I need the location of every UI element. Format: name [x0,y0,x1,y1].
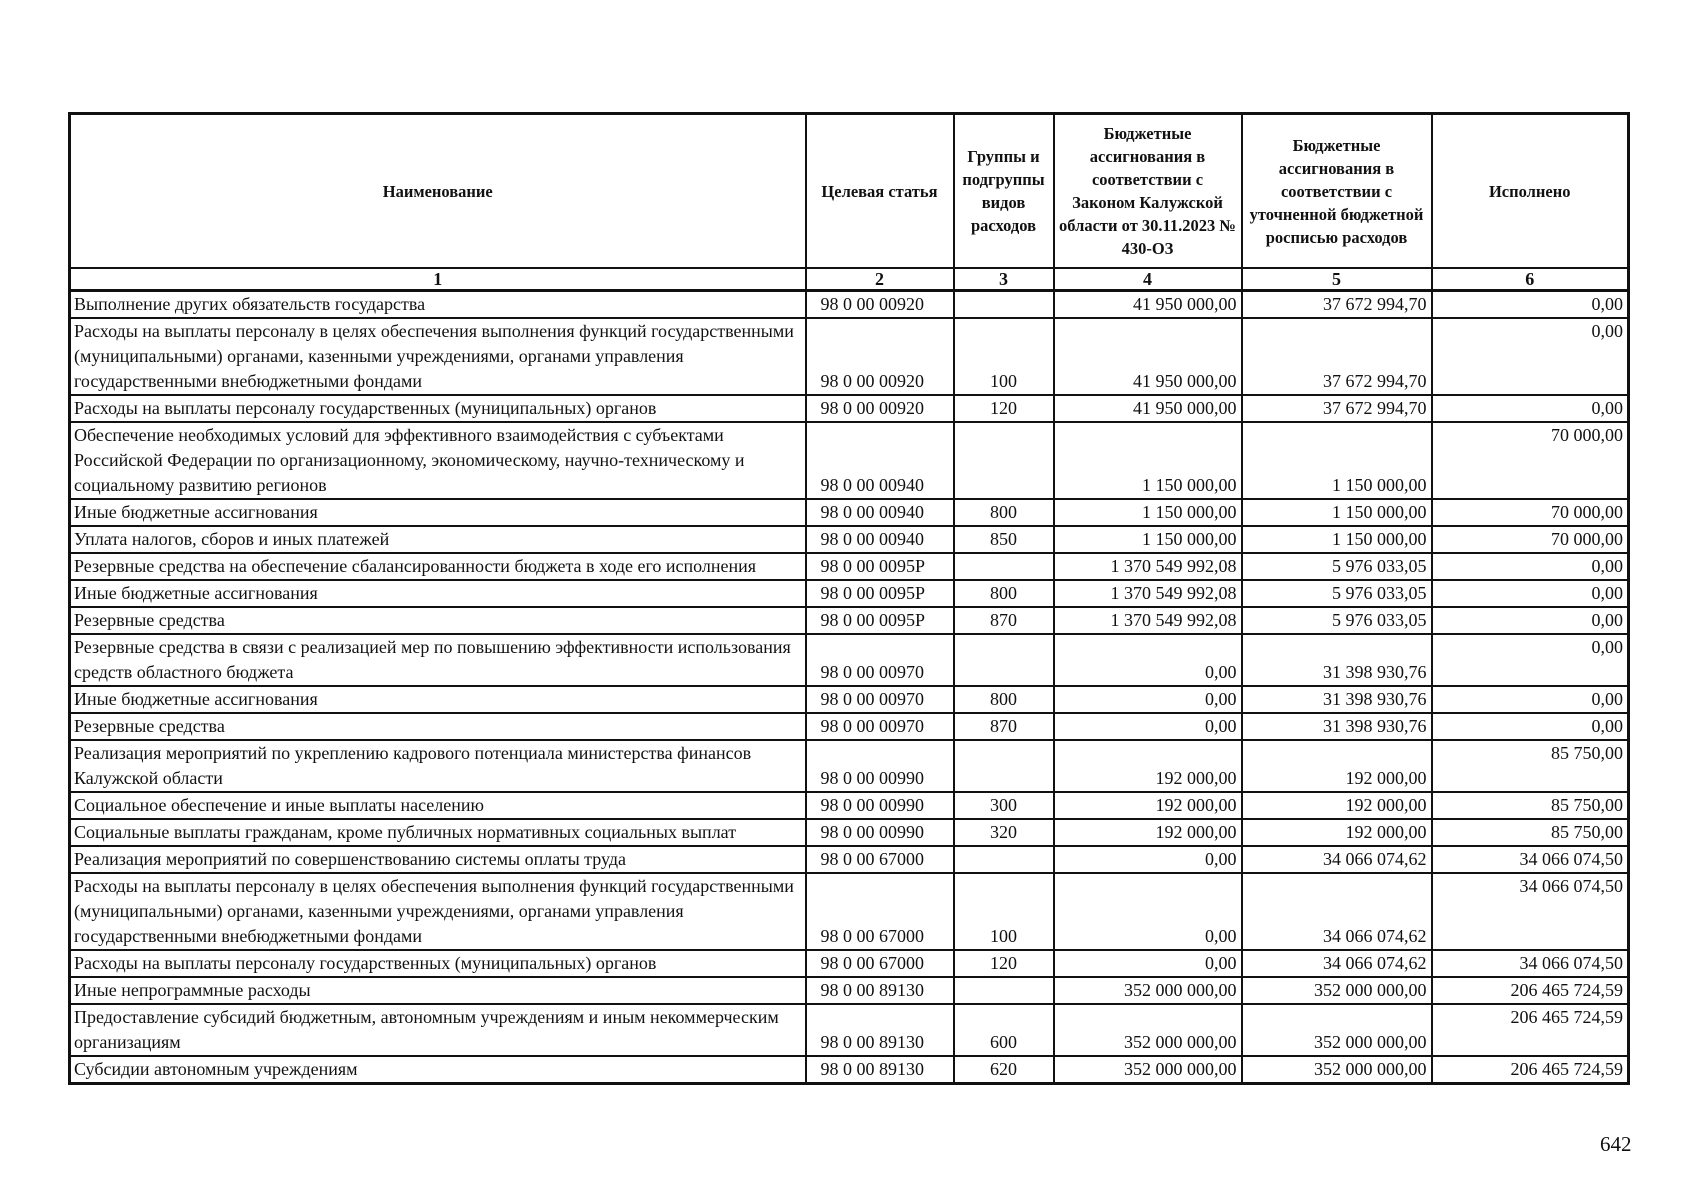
table-header-row [70,114,1629,269]
table-row [70,553,1629,580]
row-refined-allocation: 192 000,00 [1242,792,1432,819]
row-law-allocation: 1 370 549 992,08 [1054,580,1242,607]
row-name: Расходы на выплаты персоналу государственных (муниципальных) органов [70,950,806,977]
row-expense-group: 600 [954,1004,1054,1056]
row-refined-allocation: 37 672 994,70 [1242,395,1432,422]
row-refined-allocation: 192 000,00 [1242,819,1432,846]
row-refined-allocation: 5 976 033,05 [1242,580,1432,607]
row-law-allocation: 0,00 [1054,634,1242,686]
row-expense-group [954,634,1054,686]
row-expense-group: 870 [954,713,1054,740]
row-law-allocation: 0,00 [1054,873,1242,950]
row-name: Расходы на выплаты персоналу в целях обеспечения выполнения функций государственными (муниципальными) органами, казенными учреждениями, органами управления государственными внебюджетными фондами [70,873,806,950]
column-number: 4 [1054,268,1242,291]
row-executed: 0,00 [1432,318,1629,395]
table-row [70,422,1629,499]
row-expense-group: 620 [954,1056,1054,1084]
header-target-article: Целевая статья [806,114,954,269]
header-expense-groups: Группы и подгруппы видов расходов [954,114,1054,269]
row-executed: 85 750,00 [1432,819,1629,846]
row-refined-allocation: 1 150 000,00 [1242,422,1432,499]
document-page [68,112,1627,1085]
row-refined-allocation: 37 672 994,70 [1242,318,1432,395]
table-row [70,977,1629,1004]
row-expense-group: 120 [954,950,1054,977]
header-refined-allocations: Бюджетные ассигнования в соответствии с уточненной бюджетной росписью расходов [1242,114,1432,269]
row-executed: 206 465 724,59 [1432,1056,1629,1084]
row-target-article: 98 0 00 00970 [806,713,954,740]
row-executed: 85 750,00 [1432,740,1629,792]
table-row [70,713,1629,740]
row-executed: 0,00 [1432,686,1629,713]
row-law-allocation: 192 000,00 [1054,792,1242,819]
row-refined-allocation: 5 976 033,05 [1242,607,1432,634]
row-executed: 0,00 [1432,607,1629,634]
row-target-article: 98 0 00 67000 [806,950,954,977]
row-target-article: 98 0 00 67000 [806,873,954,950]
table-row [70,499,1629,526]
row-expense-group: 850 [954,526,1054,553]
table-row [70,291,1629,319]
row-refined-allocation: 34 066 074,62 [1242,846,1432,873]
row-target-article: 98 0 00 89130 [806,1056,954,1084]
row-expense-group: 800 [954,686,1054,713]
column-number: 3 [954,268,1054,291]
row-refined-allocation: 37 672 994,70 [1242,291,1432,319]
row-expense-group: 870 [954,607,1054,634]
row-name: Иные бюджетные ассигнования [70,499,806,526]
row-target-article: 98 0 00 00940 [806,526,954,553]
table-row [70,740,1629,792]
column-number: 1 [70,268,806,291]
row-name: Иные бюджетные ассигнования [70,580,806,607]
row-executed: 70 000,00 [1432,499,1629,526]
row-target-article: 98 0 00 00940 [806,422,954,499]
page-number: 642 [1600,1132,1632,1156]
row-refined-allocation: 352 000 000,00 [1242,1056,1432,1084]
row-executed: 0,00 [1432,291,1629,319]
row-name: Реализация мероприятий по укреплению кадрового потенциала министерства финансов Калужской области [70,740,806,792]
row-law-allocation: 1 370 549 992,08 [1054,607,1242,634]
row-executed: 34 066 074,50 [1432,873,1629,950]
row-target-article: 98 0 00 89130 [806,1004,954,1056]
table-row [70,580,1629,607]
table-row [70,686,1629,713]
table-row [70,395,1629,422]
row-refined-allocation: 31 398 930,76 [1242,634,1432,686]
table-row [70,846,1629,873]
row-name: Резервные средства на обеспечение сбалансированности бюджета в ходе его исполнения [70,553,806,580]
row-refined-allocation: 352 000 000,00 [1242,1004,1432,1056]
row-law-allocation: 1 150 000,00 [1054,526,1242,553]
row-executed: 0,00 [1432,395,1629,422]
row-name: Резервные средства [70,607,806,634]
row-refined-allocation: 31 398 930,76 [1242,686,1432,713]
row-target-article: 98 0 00 00920 [806,318,954,395]
row-target-article: 98 0 00 00990 [806,792,954,819]
row-expense-group [954,846,1054,873]
row-executed: 70 000,00 [1432,526,1629,553]
row-name: Предоставление субсидий бюджетным, автономным учреждениям и иным некоммерческим организациям [70,1004,806,1056]
row-name: Расходы на выплаты персоналу в целях обеспечения выполнения функций государственными (муниципальными) органами, казенными учреждениями, органами управления государственными внебюджетными фондами [70,318,806,395]
header-law-allocations: Бюджетные ассигнования в соответствии с Законом Калужской области от 30.11.2023 № 430-ОЗ [1054,114,1242,269]
row-law-allocation: 0,00 [1054,846,1242,873]
column-number: 2 [806,268,954,291]
row-refined-allocation: 1 150 000,00 [1242,499,1432,526]
column-number-row [70,268,1629,291]
table-row [70,819,1629,846]
row-law-allocation: 352 000 000,00 [1054,1056,1242,1084]
row-refined-allocation: 31 398 930,76 [1242,713,1432,740]
row-target-article: 98 0 00 0095Р [806,553,954,580]
row-target-article: 98 0 00 00970 [806,634,954,686]
row-law-allocation: 0,00 [1054,686,1242,713]
row-name: Выполнение других обязательств государства [70,291,806,319]
row-expense-group: 800 [954,499,1054,526]
row-law-allocation: 0,00 [1054,713,1242,740]
table-row [70,1056,1629,1084]
row-refined-allocation: 34 066 074,62 [1242,873,1432,950]
header-name: Наименование [70,114,806,269]
table-row [70,950,1629,977]
row-target-article: 98 0 00 00990 [806,740,954,792]
table-body [70,291,1629,1084]
row-name: Иные непрограммные расходы [70,977,806,1004]
row-executed: 34 066 074,50 [1432,950,1629,977]
row-law-allocation: 0,00 [1054,950,1242,977]
row-law-allocation: 1 150 000,00 [1054,499,1242,526]
column-number: 6 [1432,268,1629,291]
row-law-allocation: 192 000,00 [1054,819,1242,846]
row-name: Иные бюджетные ассигнования [70,686,806,713]
table-row [70,873,1629,950]
header-executed: Исполнено [1432,114,1629,269]
row-name: Субсидии автономным учреждениям [70,1056,806,1084]
row-target-article: 98 0 00 00920 [806,291,954,319]
row-expense-group [954,977,1054,1004]
row-refined-allocation: 192 000,00 [1242,740,1432,792]
row-name: Резервные средства [70,713,806,740]
table-row [70,792,1629,819]
row-target-article: 98 0 00 00940 [806,499,954,526]
table-row [70,607,1629,634]
row-refined-allocation: 5 976 033,05 [1242,553,1432,580]
row-law-allocation: 352 000 000,00 [1054,977,1242,1004]
table-row [70,318,1629,395]
row-executed: 206 465 724,59 [1432,1004,1629,1056]
column-number: 5 [1242,268,1432,291]
table-row [70,526,1629,553]
row-expense-group: 800 [954,580,1054,607]
row-expense-group [954,291,1054,319]
row-expense-group [954,422,1054,499]
row-name: Обеспечение необходимых условий для эффективного взаимодействия с субъектами Российской Федерации по организационному, экономическому, научно-техническому и социальному развитию регионов [70,422,806,499]
row-target-article: 98 0 00 0095Р [806,580,954,607]
row-expense-group: 100 [954,873,1054,950]
row-name: Социальное обеспечение и иные выплаты населению [70,792,806,819]
row-expense-group [954,553,1054,580]
row-law-allocation: 1 370 549 992,08 [1054,553,1242,580]
row-refined-allocation: 1 150 000,00 [1242,526,1432,553]
row-expense-group [954,740,1054,792]
row-executed: 85 750,00 [1432,792,1629,819]
row-name: Социальные выплаты гражданам, кроме публичных нормативных социальных выплат [70,819,806,846]
row-name: Уплата налогов, сборов и иных платежей [70,526,806,553]
row-executed: 0,00 [1432,580,1629,607]
row-target-article: 98 0 00 67000 [806,846,954,873]
row-name: Расходы на выплаты персоналу государственных (муниципальных) органов [70,395,806,422]
row-law-allocation: 1 150 000,00 [1054,422,1242,499]
row-expense-group: 120 [954,395,1054,422]
row-executed: 206 465 724,59 [1432,977,1629,1004]
row-target-article: 98 0 00 0095Р [806,607,954,634]
row-executed: 70 000,00 [1432,422,1629,499]
row-law-allocation: 41 950 000,00 [1054,395,1242,422]
row-executed: 0,00 [1432,713,1629,740]
row-law-allocation: 192 000,00 [1054,740,1242,792]
table-row [70,1004,1629,1056]
table-row [70,634,1629,686]
row-expense-group: 100 [954,318,1054,395]
row-expense-group: 320 [954,819,1054,846]
row-executed: 34 066 074,50 [1432,846,1629,873]
row-law-allocation: 41 950 000,00 [1054,318,1242,395]
row-expense-group: 300 [954,792,1054,819]
row-name: Реализация мероприятий по совершенствованию системы оплаты труда [70,846,806,873]
row-name: Резервные средства в связи с реализацией мер по повышению эффективности использования средств областного бюджета [70,634,806,686]
row-law-allocation: 352 000 000,00 [1054,1004,1242,1056]
row-executed: 0,00 [1432,553,1629,580]
row-refined-allocation: 352 000 000,00 [1242,977,1432,1004]
row-executed: 0,00 [1432,634,1629,686]
row-target-article: 98 0 00 00990 [806,819,954,846]
row-target-article: 98 0 00 00920 [806,395,954,422]
row-target-article: 98 0 00 89130 [806,977,954,1004]
row-refined-allocation: 34 066 074,62 [1242,950,1432,977]
budget-table [68,112,1630,1085]
row-target-article: 98 0 00 00970 [806,686,954,713]
row-law-allocation: 41 950 000,00 [1054,291,1242,319]
